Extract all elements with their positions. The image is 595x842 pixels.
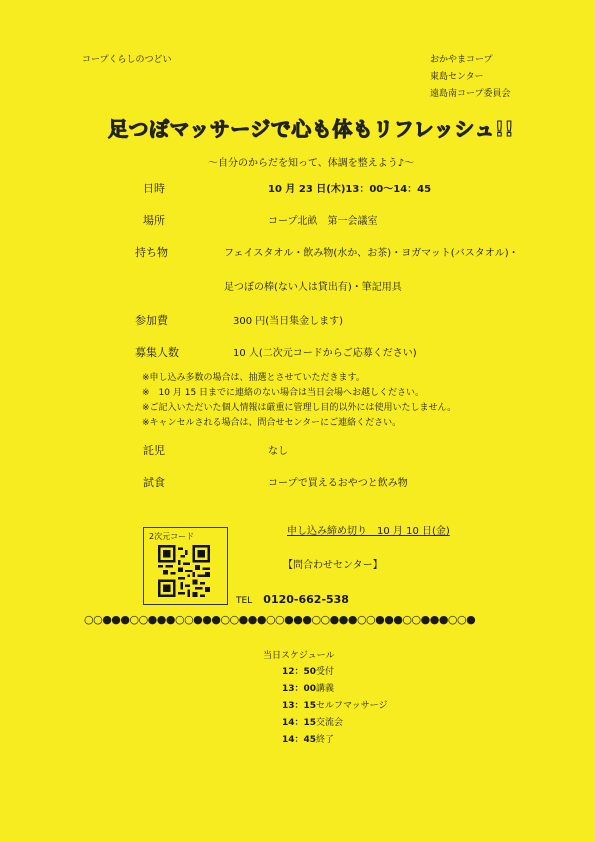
date-label: 日時 (143, 182, 165, 195)
note-2: ※ 10 月 15 日までに連絡のない場合は当日会場へお越しください。 (142, 388, 425, 398)
schedule-time: 14：45 (282, 735, 317, 745)
place-value: コープ北畝 第一会議室 (268, 216, 378, 227)
date-value: 10 月 23 日(木)13：00～14：45 (268, 184, 432, 195)
contact-phone (236, 588, 349, 607)
schedule-event: セルフマッサージ (316, 701, 388, 711)
schedule-time: 14：15 (282, 718, 317, 728)
schedule-event: 受付 (316, 667, 335, 677)
items-value-line-1: フェイスタオル・飲み物(水か、お茶)・ヨガマット(バスタオル)・ (224, 248, 519, 259)
qr-code-box (143, 527, 228, 605)
page-subtitle: ～自分のからだを知って、体調を整えよう♪～ (208, 158, 415, 169)
place-label: 場所 (143, 214, 165, 227)
schedule-time: 12：50 (282, 667, 317, 677)
tel-prefix: TEL (236, 596, 253, 606)
schedule-event: 終了 (316, 735, 335, 745)
dot-divider: ○○●●●○○●●●○○●●●○○●●●○○●●●○○●●●○○●●●○○●●●○○● (84, 613, 476, 626)
schedule-time: 13：15 (282, 701, 317, 711)
schedule-time: 13：00 (282, 684, 317, 694)
page-title: 足つぼマッサージで心も体もリフレッシュ!! (108, 117, 515, 141)
organizer-line-1: おかやまコープ (430, 55, 493, 65)
qr-code-label: 2次元コード (149, 532, 195, 541)
fee-label: 参加費 (135, 314, 168, 327)
childcare-label: 託児 (143, 444, 165, 457)
capacity-label: 募集人数 (135, 346, 179, 359)
items-label: 持ち物 (135, 246, 168, 259)
schedule-event: 交流会 (316, 718, 344, 728)
organizer-line-2: 東島センター (430, 72, 484, 82)
tasting-label: 試食 (143, 476, 165, 489)
note-1: ※申し込み多数の場合は、抽選とさせていただきます。 (142, 373, 365, 383)
tel-number: 0120-662-538 (263, 593, 349, 606)
items-value-line-2: 足つぼの棒(ない人は貸出有)・筆記用具 (224, 282, 402, 293)
schedule-title: 当日スケジュール (263, 651, 335, 661)
schedule-event: 講義 (316, 684, 335, 694)
note-4: ※キャンセルされる場合は、問合せセンターにご連絡ください。 (142, 418, 402, 428)
fee-value: 300 円(当日集金します) (233, 316, 344, 327)
organizer-line-3: 遠島南コープ委員会 (430, 89, 511, 99)
header-left-text: コープくらしのつどい (82, 55, 172, 65)
tasting-value: コープで買えるおやつと飲み物 (268, 478, 408, 489)
childcare-value: なし (268, 446, 288, 457)
deadline-text: 申し込み締め切り 10 月 10 日(金) (287, 526, 450, 537)
capacity-value: 10 人(二次元コードからご応募ください) (233, 348, 417, 359)
qr-code-icon (158, 545, 210, 597)
note-3: ※ご記入いただいた個人情報は厳重に管理し目的以外には使用いたしません。 (142, 403, 457, 413)
contact-title: 【問合わせセンター】 (283, 560, 383, 571)
